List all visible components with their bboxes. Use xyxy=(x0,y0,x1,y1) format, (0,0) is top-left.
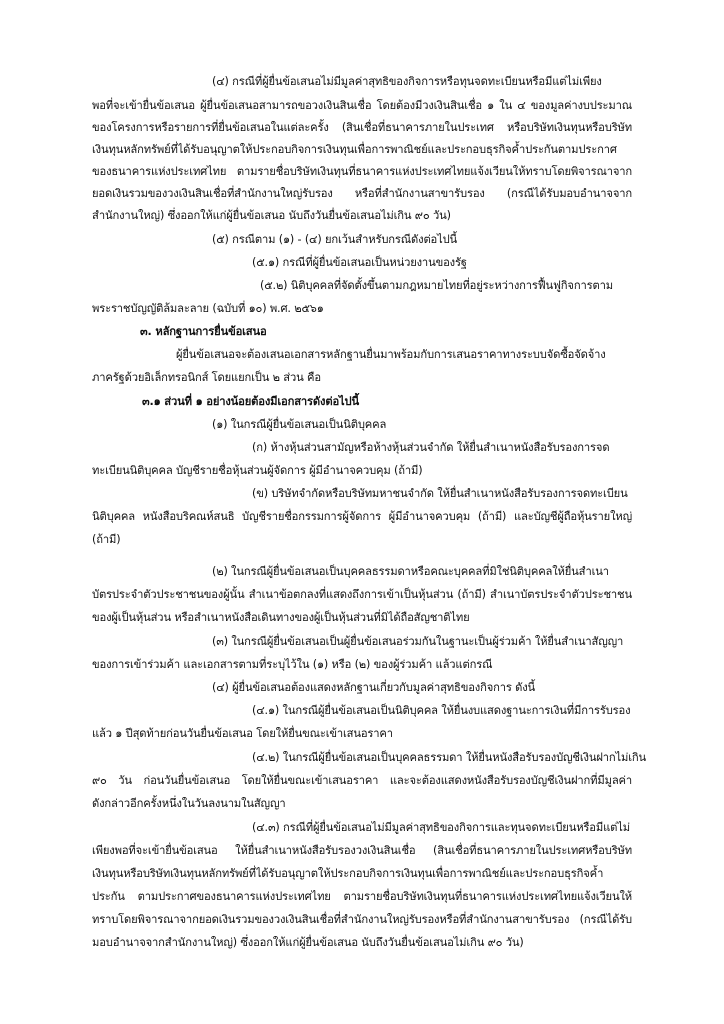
item-4-3-line-5: ทราบโดยพิจารณาจากยอดเงินรวมของวงเงินสินเชื่อที่สำนักงานใหญ่รับรองหรือที่สำนักงานสาขารับรอง (กรณีได้รับ xyxy=(92,913,632,926)
item-4-3-line-6: มอบอำนาจจากสำนักงานใหญ่) ซึ่งออกให้แก่ผู้ยื่นข้อเสนอ นับถึงวันยื่นข้อเสนอไม่เกิน ๙๐ วัน) xyxy=(92,936,524,949)
item-4-heading: (๔) ผู้ยื่นข้อเสนอต้องแสดงหลักฐานเกี่ยวกับมูลค่าสุทธิของกิจการ ดังนี้ xyxy=(212,681,536,694)
item-4-3-line-1: (๔.๓) กรณีที่ผู้ยื่นข้อเสนอไม่มีมูลค่าสุทธิของกิจการและทุนจดทะเบียนหรือมีแต่ไม่ xyxy=(252,821,630,834)
item-4-2-line-3: ดังกล่าวอีกครั้งหนึ่งในวันลงนามในสัญญา xyxy=(92,797,286,810)
item-3-line-2: ของการเข้าร่วมค้า และเอกสารตามที่ระบุไว้ใน (๑) หรือ (๒) ของผู้ร่วมค้า แล้วแต่กรณี xyxy=(92,658,493,671)
item-1a-line-2: ทะเบียนนิติบุคคล บัญชีรายชื่อหุ้นส่วนผู้จัดการ ผู้มีอำนาจควบคุม (ถ้ามี) xyxy=(92,464,423,477)
item-4-3-line-4: ประกัน ตามประกาศของธนาคารแห่งประเทศไทย ตามรายชื่อบริษัทเงินทุนที่ธนาคารแห่งประเทศไทยแจ้งเวียนให้ xyxy=(92,890,632,903)
item-1a-line-1: (ก) ห้างหุ้นส่วนสามัญหรือห้างหุ้นส่วนจำกัด ให้ยื่นสำเนาหนังสือรับรองการจด xyxy=(252,441,610,454)
s3-intro-line-2: ภาครัฐด้วยอิเล็กทรอนิกส์ โดยแยกเป็น ๒ ส่วน คือ xyxy=(92,371,321,384)
item-4-2-line-1: (๔.๒) ในกรณีผู้ยื่นข้อเสนอเป็นบุคคลธรรมดา ให้ยื่นหนังสือรับรองบัญชีเงินฝากไม่เกิน xyxy=(252,751,647,764)
item-1b-line-2: นิติบุคคล หนังสือบริคณห์สนธิ บัญชีรายชื่อกรรมการผู้จัดการ ผู้มีอำนาจควบคุม (ถ้ามี) และบัญชีผู้ถือหุ้นรายใหญ่ xyxy=(92,510,632,523)
section-3-heading: ๓. หลักฐานการยื่นข้อเสนอ xyxy=(140,325,267,338)
item-1-heading: (๑) ในกรณีผู้ยื่นข้อเสนอเป็นนิติบุคคล xyxy=(212,418,387,431)
s3-intro-line-1: ผู้ยื่นข้อเสนอจะต้องเสนอเอกสารหลักฐานยื่นมาพร้อมกับการเสนอราคาทางระบบจัดซื้อจัดจ้าง xyxy=(176,348,606,361)
item-4-2-line-2: ๙๐ วัน ก่อนวันยื่นข้อเสนอ โดยให้ยื่นขณะเข้าเสนอราคา และจะต้องแสดงหนังสือรับรองบัญชีเงินฝากที่มีมูลค่า xyxy=(92,774,632,787)
s4-line-3: ของโครงการหรือรายการที่ยื่นข้อเสนอในแต่ละครั้ง (สินเชื่อที่ธนาคารภายในประเทศ หรือบริษัทเงินทุนหรือบริษัท xyxy=(92,121,632,134)
s5-line-4: พระราชบัญญัติล้มละลาย (ฉบับที่ ๑๐) พ.ศ. ๒๕๖๑ xyxy=(92,302,324,315)
item-2-line-3: ของผู้เป็นหุ้นส่วน หรือสำเนาหนังสือเดินทางของผู้เป็นหุ้นส่วนที่มิได้ถือสัญชาติไทย xyxy=(92,611,470,624)
s4-line-1: (๔) กรณีที่ผู้ยื่นข้อเสนอไม่มีมูลค่าสุทธิของกิจการหรือทุนจดทะเบียนหรือมีแต่ไม่เพียง xyxy=(212,75,602,88)
item-4-1-line-2: แล้ว ๑ ปีสุดท้ายก่อนวันยื่นข้อเสนอ โดยให้ยื่นขณะเข้าเสนอราคา xyxy=(92,727,393,740)
s4-line-2: พอที่จะเข้ายื่นข้อเสนอ ผู้ยื่นข้อเสนอสามารถขอวงเงินสินเชื่อ โดยต้องมีวงเงินสินเชื่อ ๑ ใน ๔ ของมูลค่างบประมาณ xyxy=(92,99,632,112)
item-4-3-line-3: เงินทุนหรือบริษัทเงินทุนหลักทรัพย์ที่ได้รับอนุญาตให้ประกอบกิจการเงินทุนเพื่อการพาณิชย์และประกอบธุรกิจค้ำ xyxy=(92,867,604,880)
item-4-1-line-1: (๔.๑) ในกรณีผู้ยื่นข้อเสนอเป็นนิติบุคคล ให้ยื่นงบแสดงฐานะการเงินที่มีการรับรอง xyxy=(252,704,631,717)
s4-line-5: ของธนาคารแห่งประเทศไทย ตามรายชื่อบริษัทเงินทุนที่ธนาคารแห่งประเทศไทยแจ้งเวียนให้ทราบโดยพิจารณาจาก xyxy=(92,165,632,178)
item-1b-line-3: (ถ้ามี) xyxy=(92,533,121,546)
s5-line-3: (๕.๒) นิติบุคคลที่จัดตั้งขึ้นตามกฎหมายไทยที่อยู่ระหว่างการฟื้นฟูกิจการตาม xyxy=(260,279,613,292)
item-4-3-line-2: เพียงพอที่จะเข้ายื่นข้อเสนอ ให้ยื่นสำเนาหนังสือรับรองวงเงินสินเชื่อ (สินเชื่อที่ธนาคารภายในประเทศหรือบริษัท xyxy=(92,844,632,857)
s5-line-2: (๕.๑) กรณีที่ผู้ยื่นข้อเสนอเป็นหน่วยงานของรัฐ xyxy=(252,256,467,269)
item-1b-line-1: (ข) บริษัทจำกัดหรือบริษัทมหาชนจำกัด ให้ยื่นสำเนาหนังสือรับรองการจดทะเบียน xyxy=(252,487,628,500)
s4-line-6: ยอดเงินรวมของวงเงินสินเชื่อที่สำนักงานใหญ่รับรอง หรือที่สำนักงานสาขารับรอง (กรณีได้รับมอบอำนาจจาก xyxy=(92,187,632,200)
s4-line-7: สำนักงานใหญ่) ซึ่งออกให้แก่ผู้ยื่นข้อเสนอ นับถึงวันยื่นข้อเสนอไม่เกิน ๙๐ วัน) xyxy=(92,209,451,222)
item-3-line-1: (๓) ในกรณีผู้ยื่นข้อเสนอเป็นผู้ยื่นข้อเสนอร่วมกันในฐานะเป็นผู้ร่วมค้า ให้ยื่นสำเนาสัญญา xyxy=(212,635,624,648)
item-2-line-1: (๒) ในกรณีผู้ยื่นข้อเสนอเป็นบุคคลธรรมดาหรือคณะบุคคลที่มิใช่นิติบุคคลให้ยื่นสำเนา xyxy=(212,565,609,578)
s5-line-1: (๕) กรณีตาม (๑) - (๔) ยกเว้นสำหรับกรณีดังต่อไปนี้ xyxy=(212,233,458,246)
item-2-line-2: บัตรประจำตัวประชาชนของผู้นั้น สำเนาข้อตกลงที่แสดงถึงการเข้าเป็นหุ้นส่วน (ถ้ามี) สำเนาบัตรประจำตัวประชาชน xyxy=(92,588,632,601)
s4-line-4: เงินทุนหลักทรัพย์ที่ได้รับอนุญาตให้ประกอบกิจการเงินทุนเพื่อการพาณิชย์และประกอบธุรกิจค้ำประกันตามประกาศ xyxy=(92,143,617,156)
section-3-1-heading: ๓.๑ ส่วนที่ ๑ อย่างน้อยต้องมีเอกสารดังต่อไปนี้ xyxy=(142,395,359,408)
